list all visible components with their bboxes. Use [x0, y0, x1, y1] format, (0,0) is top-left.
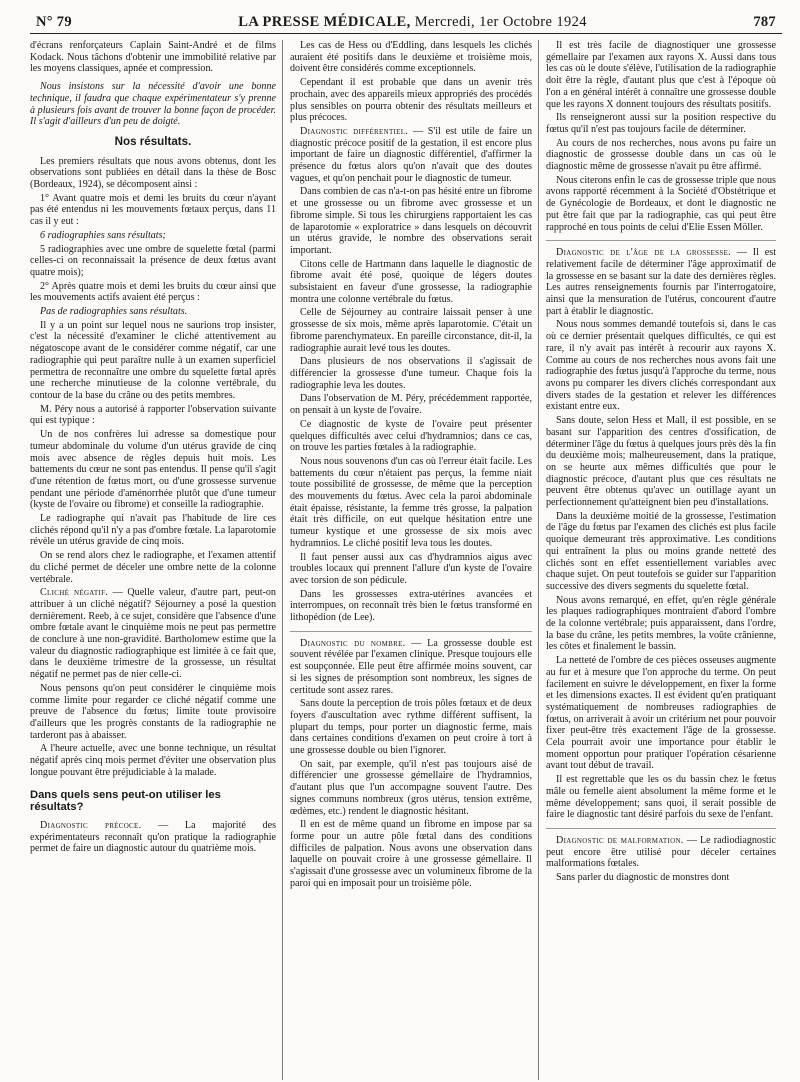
paragraph-age-diagnosis [546, 247, 776, 317]
paragraph: Il est regrettable que les os du bassin chez le fœtus mâle ou femelle aient absolument la même forme et le même développement; sans quoi, il serait possible de faire le diagnostic tant désiré parfois du sexe de l'enfant. [546, 774, 776, 821]
section-heading-uses: Dans quels sens peut-on utiliser les résultats? [30, 789, 221, 814]
paragraph: Cependant il est probable que dans un avenir très prochain, avec des appareils mieux appropriés des procédés plus sensibles on pourra obtenir des résultats meilleurs et plus précoces. [290, 77, 532, 124]
paragraph: Sans doute la perception de trois pôles fœtaux et de deux foyers d'auscultation avec rythme différent suffisent, la plupart du temps, pour porter un diagnostic ferme, mais dans certaines conditions d'examen on peut croire à tort à une grossesse double ou bien l'ignorer. [290, 698, 532, 757]
section-divider [290, 631, 532, 632]
paragraph-text: — Il est relativement facile de déterminer l'âge approximatif de la grossesse en se basant sur la date des dernières règles. Les autres renseignements fournis par l'interrogatoire, ainsi que la mensuration de l'utérus, concourent d'autre part à établir le diagnostic. [546, 247, 776, 317]
paragraph: Il y a un point sur lequel nous ne saurions trop insister, c'est la nécessité d'examiner le cliché attentivement au négatoscope avant de le considérer comme négatif, car une radiographie qui peut paraître nulle à un examen superficiel permettra de reconnaître une ombre du squelette fœtal après une recherche minutieuse de la colonne vertébrale, du contour de la base du crâne ou des petits membres. [30, 319, 276, 401]
paragraph-text: — La majorité des expérimentateurs reconnaît qu'on pratique la radiographie permet de faire un diagnostic autour du quatrième mois. [30, 819, 277, 855]
paragraph: On sait, par exemple, qu'il n'est pas toujours aisé de différencier une grossesse gémellaire de l'hydramnios, d'autant plus que l'un accompagne souvent l'autre. Des signes communs nombreux (gros utérus, tension extrême, œdèmes, etc.) rendent le diagnostic hésitant. [290, 758, 532, 817]
paragraph: Nous avons remarqué, en effet, qu'en règle générale les plaques radiographiques montraient d'abord l'ombre de la colonne vertébrale; puis apparaissent, dans l'ordre, la base du crâne, les petits membres, la voûte crânienne, les côtes et finalement le bassin. [546, 594, 776, 653]
journal-title [238, 14, 587, 31]
paragraph: Nous nous souvenons d'un cas où l'erreur était facile. Les battements du cœur n'étaient pas perçus, la femme niait toute possibilité de grossesse, de même que la perception des mouvements du fœtus. Avec cela la paroi abdominale était épaisse, résistante, la femme très grosse, la palpation était très difficile, on eut quelque hésitation entre une tumeur kystique et une grossesse de six mois avec hydramnios. Le cliché positif leva tous les doutes. [290, 455, 532, 549]
paragraph: Il est très facile de diagnostiquer une grossesse gémellaire par l'examen aux rayons X. Aussi dans tous les cas où le doute s'élève, l'utilisation de la radiographie doit être la règle, d'autant plus que c'est à l'époque où l'on a en général intérêt à connaître une grossesse double que les rayons X donnent toujours des résultats positifs. [546, 40, 776, 110]
paragraph: Il en est de même quand un fibrome en impose par sa forme pour un autre pôle fœtal dans des conditions difficiles de palpation. Nous avons une observation dans laquelle on pouvait croire à une grossesse gémellaire. Il s'agissait d'une grossesse avec un volumineux fibrome de la paroi qui en imposait pour un troisième pôle. [290, 819, 532, 889]
paragraph: Sans parler du diagnostic de monstres dont [556, 872, 730, 884]
run-in-label: Diagnostic de l'âge de la grossesse. [556, 247, 731, 259]
article-columns [30, 40, 782, 1080]
paragraph: La netteté de l'ombre de ces pièces osseuses augmente au fur et à mesure que l'on approche du terme. On peut facilement en suivre le développement, en fixer la forme et les dimensions exactes. Il est évident qu'en pratiquant systématiquement de nombreuses radiographies de fœtus, on arriverait à avoir un critérium net pour pouvoir fixer peut-être très exactement l'âge de la grossesse. Cela pourrait avoir une importance pour établir le moment opportun pour pratiquer l'opération césarienne avant tout début de travail. [546, 655, 776, 772]
paragraph: Celle de Séjourney au contraire laissait penser à une grossesse de six mois, même après laparotomie. C'était un fibrome parenchymateux. En pareille circonstance, dit-il, la radiographie aurait levé tous les doutes. [290, 307, 532, 354]
paragraph-text: — S'il est utile de faire un diagnostic précoce positif de la gestation, il est encore plus important de faire un diagnostic différentiel, d'affirmer la présence du fœtus alors qu'on n'avait que des doutes vagues, et qu'on penchait pour le diagnostic de tumeur. [290, 125, 532, 184]
paragraph-text: — Quelle valeur, d'autre part, peut-on attribuer à un cliché négatif? Séjourney a posé la question dernièrement. Reeb, à ce sujet, considère que l'absence d'une ombre fœtale avant le cinquième mois ne peut pas permettre de conclure à une non-gravidité. Bartholomew estime que la valeur du diagnostic radiographique est limitée à ce fait que, dans le deuxième trimestre de la grossesse, un résultat négatif ne permet pas de nier celle-ci. [30, 587, 276, 681]
paragraph: On se rend alors chez le radiographe, et l'examen attentif du cliché permet de déceler une ombre nette de la colonne vertébrale. [30, 550, 276, 585]
paragraph: Les cas de Hess ou d'Eddling, dans lesquels les clichés auraient été positifs dans le deuxième et troisième mois, doivent être considérés comme exceptionnels. [290, 40, 532, 75]
column-3 [538, 40, 782, 1080]
section-divider [546, 828, 776, 829]
paragraph: Dans l'observation de M. Péry, précédemment rapportée, on pensait à un kyste de l'ovaire. [290, 393, 532, 417]
page-number: 787 [753, 14, 776, 30]
paragraph: 2° Après quatre mois et demi les bruits du cœur ainsi que les mouvements actifs avaient été perçus : [30, 280, 276, 304]
journal-name: LA PRESSE MÉDICALE, [238, 14, 411, 30]
paragraph: Dans plusieurs de nos observations il s'agissait de différencier la grossesse d'une tumeur. Chaque fois la radiographie leva les doutes. [290, 356, 532, 391]
paragraph-number-diagnosis [290, 638, 532, 697]
paragraph-text: — La grossesse double est souvent révélée par l'examen clinique. Presque toujours elle est soupçonnée. Elle peut être affirmée moins souvent, car si les signes de présomption sont nombreux, les signes de certitude sont assez rares. [290, 637, 532, 696]
paragraph: Dans les grossesses extra-utérines avancées et interrompues, on reconnaît très bien le fœtus transformé en lithopédion (de Lee). [290, 588, 532, 624]
paragraph: Un de nos confrères lui adresse sa domestique pour tumeur abdominale du volume d'un utérus gravide de cinq mois avec absence de règles depuis huit mois. Les battements du cœur ne sont pas entendus. Il pense qu'il s'agit d'une rétention de fœtus mort, ou d'une grossesse survenue pendant une période d'aménorrhée plutôt que d'une tumeur (kyste de l'ovaire ou fibrome) et conseille la radiographie. [30, 429, 276, 511]
issue-date: Mercredi, 1er Octobre 1924 [414, 14, 587, 30]
paragraph: Nous nous sommes demandé toutefois si, dans le cas où ce dernier présentait quelques difficultés, ce qui est rare, il n'y avait pas intérêt à recourir aux rayons X. Comme au cours de nos recherches nous avons fait une radiographie des fœtus jusqu'à l'approche du terme, nous avons pu comparer les divers clichés correspondant aux divers stades de la gestation et relever les différences existant entre eux. [546, 319, 776, 413]
paragraph: Ce diagnostic de kyste de l'ovaire peut présenter quelques difficultés avec celui d'hydramnios; dans ce cas, on trouve les parties fœtales à la radiographie. [290, 418, 532, 454]
paragraph: 6 radiographies sans résultats; [40, 229, 166, 241]
paragraph: 5 radiographies avec une ombre de squelette fœtal (parmi celles-ci on reconnaissait la présence de deux fœtus avant quatre mois); [30, 243, 276, 278]
paragraph: Sans doute, selon Hess et Mall, il est possible, en se basant sur l'apparition des centres d'ossification, de déterminer l'âge du fœtus à quelques jours près dès la fin du deuxième mois; malheureusement, dans la pratique, on se heurte aux mêmes difficultés que pour le diagnostic précoce, d'autant plus que ces résultats ne peuvent être obtenus qu'avec un outillage ayant un perfectionnement qu'atteignent bien peu d'installations. [546, 415, 776, 509]
paragraph-malformation-diagnosis [546, 835, 776, 870]
paragraph: M. Péry nous a autorisé à rapporter l'observation suivante qui est typique : [30, 403, 276, 427]
column-1 [30, 40, 282, 1080]
column-2 [282, 40, 538, 1080]
paragraph: Nous pensons qu'on peut considérer le cinquième mois comme limite pour regarder ce cliché négatif comme une preuve de l'absence du fœtus; limite toute provisoire d'ailleurs que les progrès constants de la radiographie ne tarderont pas à abaisser. [30, 682, 276, 741]
paragraph: Au cours de nos recherches, nous avons pu faire un diagnostic de grossesse double dans un cas où le diagnostic même de grossesse n'avait pu être affirmé. [546, 137, 776, 173]
paragraph: Les premiers résultats que nous avons obtenus, dont les observations sont publiées en détail dans la thèse de Bosc (Bordeaux, 1924), se décomposent ainsi : [30, 155, 276, 191]
page-header [30, 14, 782, 34]
run-in-label: Cliché négatif. [40, 587, 109, 599]
run-in-label: Diagnostic du nombre. [300, 637, 406, 649]
paragraph: Ils renseigneront aussi sur la position respective du fœtus qu'il n'est pas toujours facile de déterminer. [546, 112, 776, 135]
paragraph: A l'heure actuelle, avec une bonne technique, un résultat négatif après cinq mois permet d'éviter une observation plus longue pouvant être préjudiciable à la malade. [30, 743, 276, 778]
paragraph-differential-diagnosis [290, 126, 532, 185]
paragraph: d'écrans renforçateurs Caplain Saint-André et de films Kodack. Nous tâchons d'obtenir une immobilité relative par les moyens classiques, apnée et compression. [30, 40, 276, 75]
technique-note: Nous insistons sur la nécessité d'avoir une bonne technique, il faudra que chaque expérimentateur s'y prenne à plusieurs fois avant de trouver la bonne façon de procéder. Il s'agit d'ailleurs d'un peu de doigté. [30, 81, 276, 128]
paragraph: Dans combien de cas n'a-t-on pas hésité entre un fibrome et une grossesse ou un fibrome avec grossesse et un fibrome simple. Si tous les chirurgiens rapportaient les cas de laparotomie « exploratrice » dans lesquels on découvrit un utérus gravide, le nombre des observations serait important. [290, 186, 532, 256]
paragraph-negative-cliche [30, 587, 276, 681]
paragraph: Le radiographe qui n'avait pas l'habitude de lire ces clichés répond qu'il n'y a pas d'ombre fœtale. La laparotomie révèle un utérus gravide de cinq mois. [30, 513, 276, 548]
paragraph: 1° Avant quatre mois et demi les bruits du cœur n'ayant pas été entendus ni les mouvements fœtaux perçus, dans 11 cas il y eut : [30, 192, 276, 228]
paragraph: Pas de radiographies sans résultats. [40, 306, 188, 318]
paragraph-text: — Le radiodiagnostic peut encore être utilisé pour déceler certaines malformations fœtales. [546, 835, 776, 870]
paragraph: Nous citerons enfin le cas de grossesse triple que nous avons rapporté récemment à la Société d'Obstétrique et de Gynécologie de Bordeaux, et dont le diagnostic ne put être fait que par la radiographie, cas qui peut être rapproché en tous points de celui d'Elie Essen Möller. [546, 174, 776, 233]
issue-number: N° 79 [36, 14, 72, 30]
run-in-label: Diagnostic de malformation. [556, 835, 684, 846]
section-divider [546, 240, 776, 241]
section-heading-results: Nos résultats. [114, 134, 192, 148]
run-in-label: Diagnostic précoce. [40, 819, 142, 831]
paragraph: Citons celle de Hartmann dans laquelle le diagnostic de fibrome avait été posé, quoique de légers doutes subsistaient en faveur d'une grossesse, la radiographie montra une colonne vertébrale du fœtus. [290, 258, 532, 305]
run-in-label: Diagnostic différentiel. [300, 125, 409, 137]
paragraph-early-diagnosis [30, 820, 276, 855]
paragraph: Il faut penser aussi aux cas d'hydramnios aigus avec troubles locaux qui prennent l'allure d'un kyste de l'ovaire avec torsion de son pédicule. [290, 551, 532, 586]
paragraph: Dans la deuxième moitié de la grossesse, l'estimation de l'âge du fœtus par l'examen des clichés est plus facile quoique demeurant très approximative. Les conditions qui entraînent la plus ou moins grande netteté des clichés sont en effet essentiellement variables avec chaque sujet. On peut toutefois se guider sur l'apparition successive des divers segments du squelette fœtal. [546, 510, 776, 592]
